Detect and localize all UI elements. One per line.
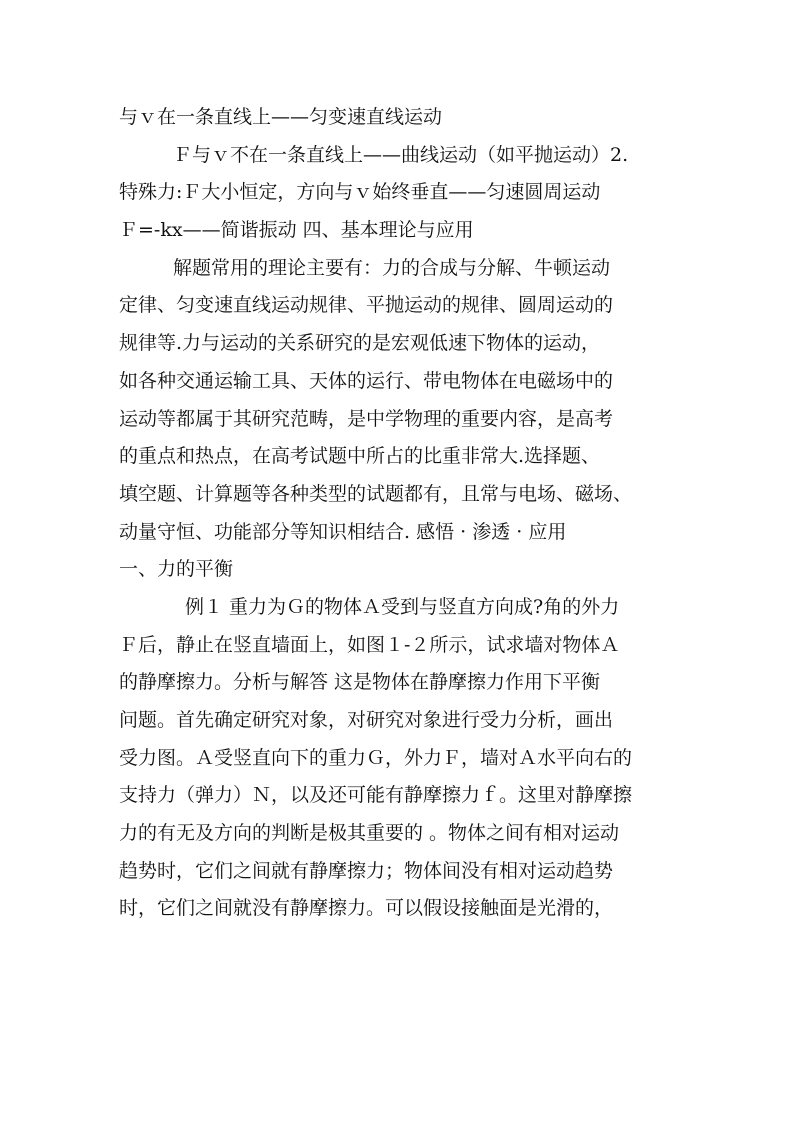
text-line: 例１ 重力为Ｇ的物体Ａ受到与竖直方向成?角的外力: [185, 595, 620, 618]
text-line: Ｆ与ｖ不在一条直线上——曲线运动（如平抛运动）2.: [173, 143, 629, 166]
text-line: 填空题、计算题等各种类型的试题都有，且常与电场、磁场、: [119, 482, 633, 505]
text-line: 解题常用的理论主要有：力的合成与分解、牛顿运动: [173, 256, 611, 279]
document-body: [119, 99, 679, 928]
text-line: 支持力（弹力）Ｎ，以及还可能有静摩擦力ｆ。这里对静摩擦: [119, 784, 633, 807]
text-line: Ｆ后，静止在竖直墙面上，如图１-２所示，试求墙对物体Ａ: [119, 633, 620, 656]
text-line: 力的有无及方向的判断是极其重要的 。物体之间有相对运动: [119, 822, 620, 845]
text-line: 与ｖ在一条直线上——匀变速直线运动: [119, 106, 443, 128]
text-line: 问题。首先确定研究对象，对研究对象进行受力分析，画出: [119, 709, 614, 731]
text-line: 规律等.力与运动的关系研究的是宏观低速下物体的运动，: [119, 332, 601, 355]
text-line: 趋势时，它们之间就有静摩擦力；物体间没有相对运动趋势: [119, 859, 614, 882]
text-line: 定律、匀变速直线运动规律、平抛运动的规律、圆周运动的: [119, 294, 614, 317]
text-line: 的静摩擦力。分析与解答 这是物体在静摩擦力作用下平衡: [119, 671, 601, 694]
text-line: Ｆ=-kx——简谐振动 四、基本理论与应用: [119, 219, 474, 242]
text-line: 动量守恒、功能部分等知识相结合. 感悟 · 渗透 · 应用: [119, 520, 567, 543]
text-line: 受力图。Ａ受竖直向下的重力Ｇ，外力Ｆ，墙对Ａ水平向右的: [119, 746, 633, 769]
text-line: 时，它们之间就没有静摩擦力。可以假设接触面是光滑的，: [119, 897, 614, 920]
text-line: 运动等都属于其研究范畴，是中学物理的重要内容，是高考: [119, 407, 614, 430]
text-line: 特殊力:Ｆ大小恒定，方向与ｖ始终垂直——匀速圆周运动: [119, 181, 601, 204]
section-heading: 一、力的平衡: [119, 558, 234, 581]
text-line: 的重点和热点，在高考试题中所占的比重非常大.选择题、: [119, 445, 601, 468]
text-line: 如各种交通运输工具、天体的运行、带电物体在电磁场中的: [119, 369, 614, 392]
